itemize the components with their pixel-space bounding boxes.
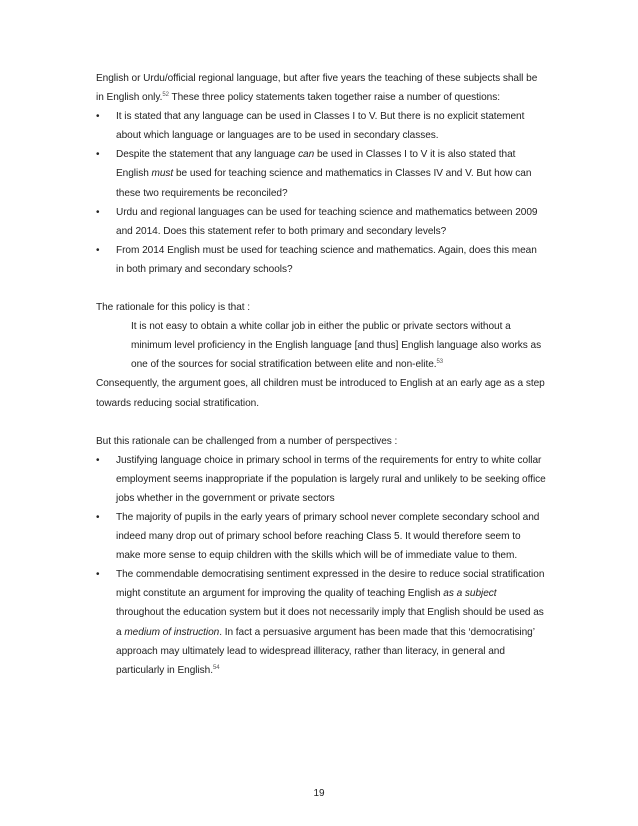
bullet-icon: • <box>96 244 100 256</box>
bullet-icon: • <box>96 454 100 466</box>
bullet-icon: • <box>96 149 100 161</box>
rationale-intro: The rationale for this policy is that : <box>96 302 251 314</box>
challenge-intro: But this rationale can be challenged from a number of perspectives : <box>96 435 398 447</box>
body-text <box>96 69 546 680</box>
list-item: • Despite the statement that any language can be used in Classes I to V it is also stated that English must be used for teaching science and mathematics in Classes IV and V. But how can these two requirements be reconciled? <box>96 145 546 202</box>
intro-paragraph: English or Urdu/official regional language, but after five years the teaching of these subjects shall be in English only.$^{52}$ These three policy statements taken together raise a number of questions: <box>96 73 538 104</box>
list-item: • Justifying language choice in primary school in terms of the requirements for entry to white collar employment seems inappropriate if the population is largely rural and unlikely to be seeking office jobs whether in the government or private sectors <box>96 451 546 508</box>
consequently-paragraph: Consequently, the argument goes, all children must be introduced to English at an early age as a step towards reducing social stratification. <box>96 378 545 409</box>
footnote-ref: 53 <box>436 359 444 366</box>
perspectives-list <box>96 451 546 680</box>
emphasis: as a subject <box>443 588 497 600</box>
list-item: • The commendable democratising sentiment expressed in the desire to reduce social stratification might constitute an argument for improving the quality of teaching English as a subject throughout the education system but it does not necessarily imply that English should be used as a medium of instruction. In fact a persuasive argument has been made that this ‘democratising’ approach may ultimately lead to widespread illiteracy, rather than literacy, in general and particularly in English.$^{54}$ <box>96 565 546 680</box>
list-item: • From 2014 English must be used for teaching science and mathematics. Again, does this mean in both primary and secondary schools? <box>96 241 546 279</box>
footnote-ref: 52 <box>162 92 169 99</box>
page-number: 19 <box>313 788 325 799</box>
bullet-icon: • <box>96 511 100 523</box>
questions-list <box>96 107 546 279</box>
block-quote: It is not easy to obtain a white collar job in either the public or private sectors without a minimum level proficiency in the English language [and thus] English language also works as one of the sources for social stratification between elite and non-elite.$^{53}$ <box>131 321 542 371</box>
bullet-icon: • <box>96 111 100 123</box>
list-item: • Urdu and regional languages can be used for teaching science and mathematics between 2009 and 2014. Does this statement refer to both primary and secondary levels? <box>96 203 546 241</box>
emphasis: must <box>151 168 174 180</box>
list-item: • It is stated that any language can be used in Classes I to V. But there is no explicit statement about which language or languages are to be used in secondary classes. <box>96 107 546 145</box>
bullet-icon: • <box>96 206 100 218</box>
bullet-icon: • <box>96 569 100 581</box>
list-item: • The majority of pupils in the early years of primary school never complete secondary school and indeed many drop out of primary school before reaching Class 5. It would therefore seem to make more sense to equip children with the skills which will be of immediate value to them. <box>96 508 546 565</box>
emphasis: medium of instruction <box>124 626 220 638</box>
footnote-ref: 54 <box>212 664 220 671</box>
emphasis: can <box>298 149 315 161</box>
